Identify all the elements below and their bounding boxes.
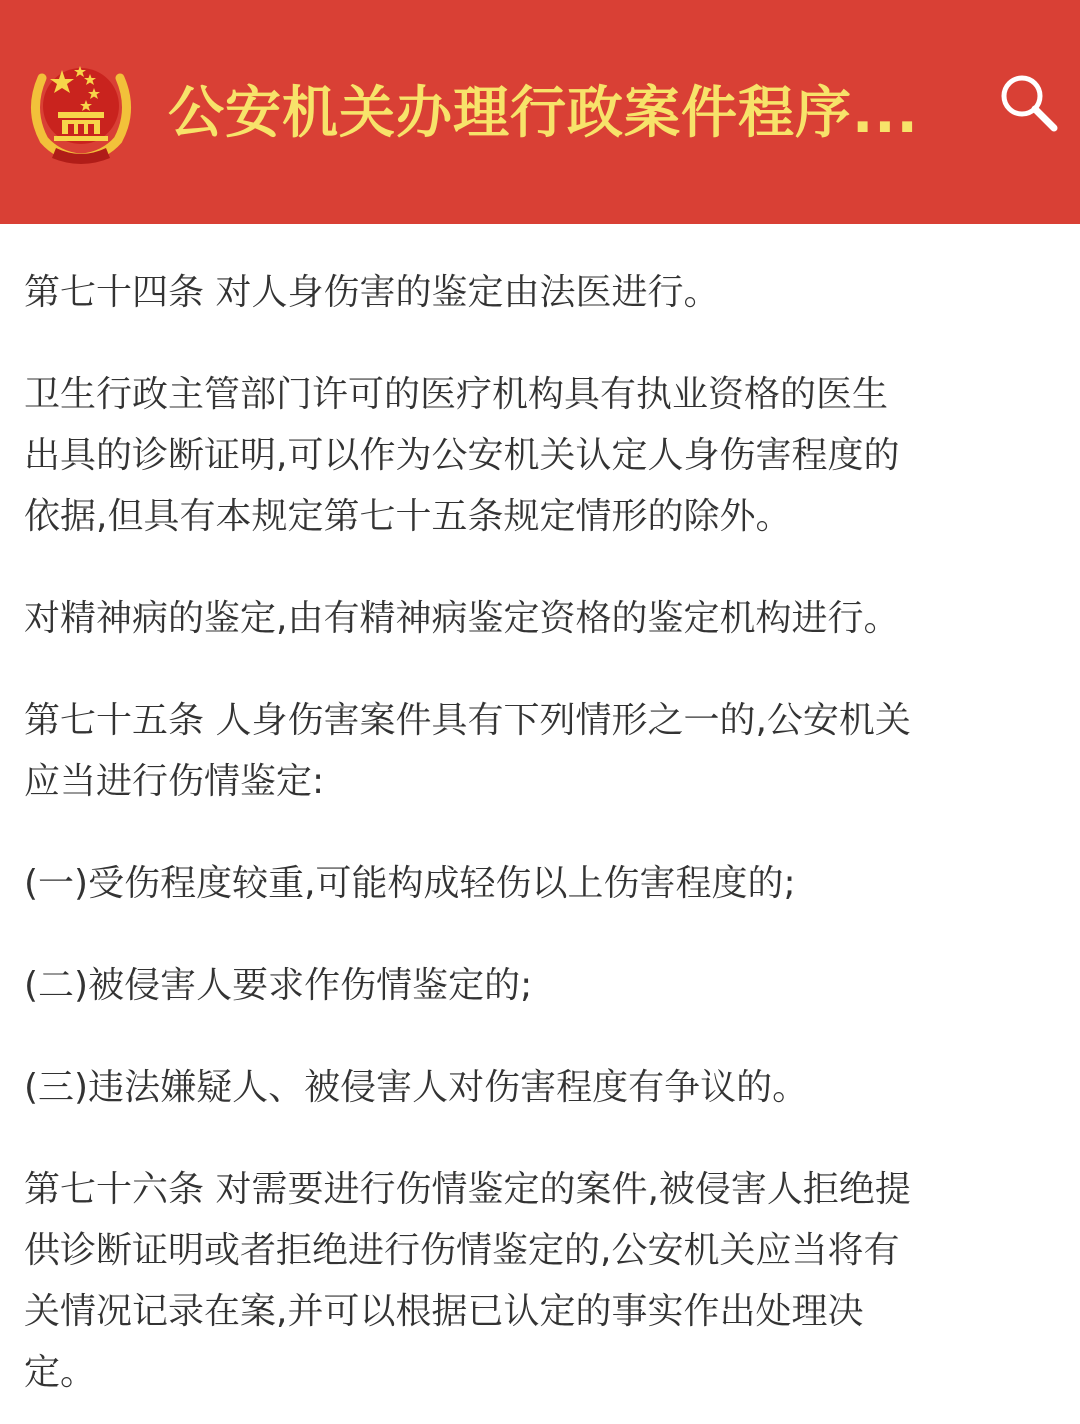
paragraph	[24, 853, 1060, 914]
national-emblem-icon	[22, 48, 140, 166]
paragraph	[24, 262, 1060, 323]
paragraph	[24, 1159, 1060, 1403]
paragraph-line: 第七十五条 人身伤害案件具有下列情形之一的,公安机关	[24, 700, 911, 741]
paragraph	[24, 955, 1060, 1016]
paragraph-line: 供诊断证明或者拒绝进行伤情鉴定的,公安机关应当将有	[24, 1230, 900, 1271]
paragraph-line: 出具的诊断证明,可以作为公安机关认定人身伤害程度的	[24, 435, 900, 476]
paragraph-line: 对精神病的鉴定,由有精神病鉴定资格的鉴定机构进行。	[24, 598, 900, 639]
paragraph-line: 第七十六条 对需要进行伤情鉴定的案件,被侵害人拒绝提	[24, 1169, 911, 1210]
paragraph-line: (一)受伤程度较重,可能构成轻伤以上伤害程度的;	[24, 863, 796, 904]
paragraph-line: 定。	[24, 1352, 97, 1393]
paragraph	[24, 1057, 1060, 1118]
paragraph	[24, 690, 1060, 812]
app-header	[0, 0, 1080, 224]
page-title: 公安机关办理行政案件程序...	[168, 82, 919, 146]
search-icon	[996, 70, 1062, 136]
paragraph-line: 关情况记录在案,并可以根据已认定的事实作出处理决	[24, 1291, 864, 1332]
article-body	[24, 262, 1060, 1403]
paragraph	[24, 364, 1060, 547]
paragraph-line: (三)违法嫌疑人、被侵害人对伤害程度有争议的。	[24, 1067, 809, 1108]
paragraph-line: 卫生行政主管部门许可的医疗机构具有执业资格的医生	[24, 374, 889, 415]
paragraph-line: (二)被侵害人要求作伤情鉴定的;	[24, 965, 533, 1006]
paragraph-line: 第七十四条 对人身伤害的鉴定由法医进行。	[24, 272, 720, 313]
paragraph-line: 依据,但具有本规定第七十五条规定情形的除外。	[24, 496, 792, 537]
paragraph	[24, 588, 1060, 649]
paragraph-line: 应当进行伤情鉴定:	[24, 761, 325, 802]
search-button[interactable]	[996, 70, 1062, 136]
